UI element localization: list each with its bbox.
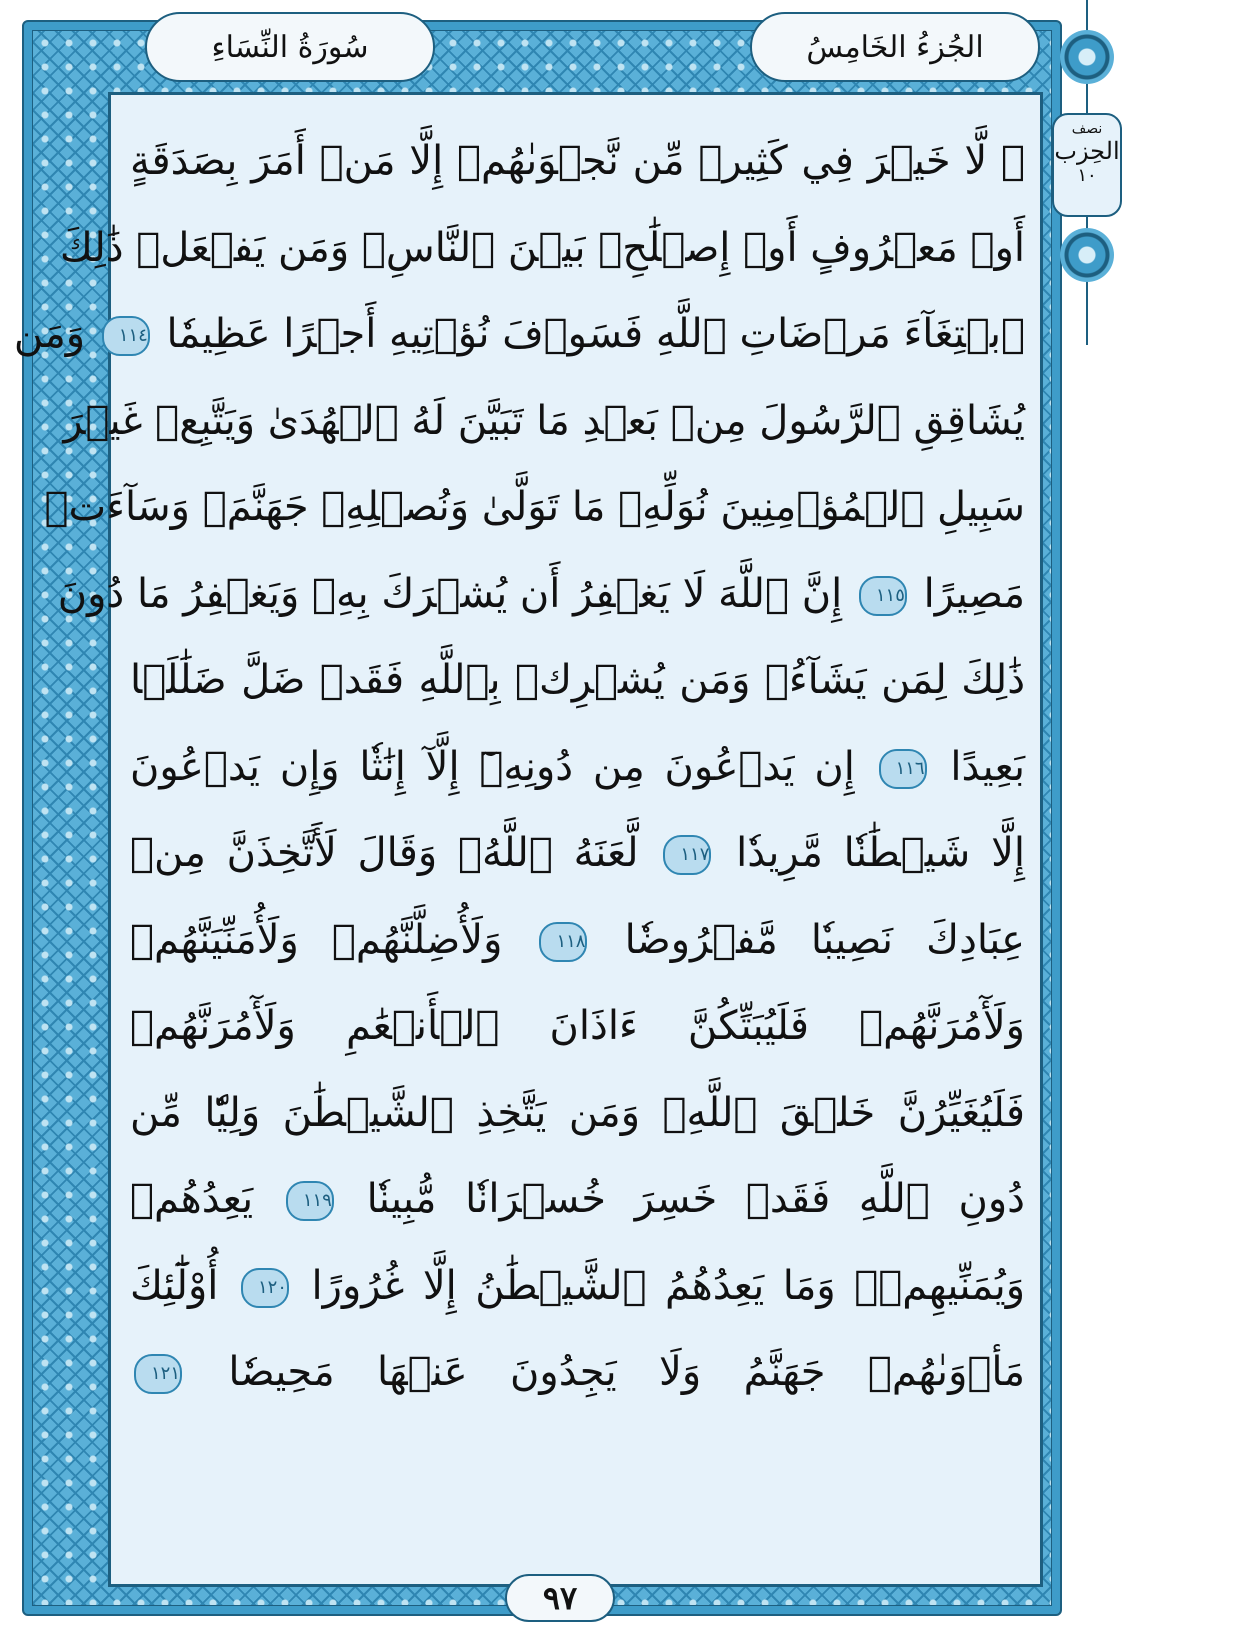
- page-number-box: [505, 1574, 615, 1622]
- hizb-number: ١٠: [1077, 165, 1097, 186]
- surah-name: سُورَةُ النِّسَاءِ: [211, 29, 369, 65]
- verse-line: [130, 1329, 1025, 1416]
- hizb-marker: [1048, 0, 1126, 345]
- verse-line: [130, 1243, 1025, 1330]
- verse-text: وَيُمَنِّيهِمۡۖ وَمَا يَعِدُهُمُ ٱلشَّيۡطَٰنُ إِلَّا غُرُورًا: [311, 1262, 1026, 1309]
- verse-line: [130, 983, 1025, 1070]
- verse-text: إِن يَدۡعُونَ مِن دُونِهِۦٓ إِلَّآ إِنَٰثٗا وَإِن يَدۡعُونَ: [130, 743, 855, 790]
- ayah-number-icon: ١١٨: [539, 922, 587, 962]
- page-number: ٩٧: [542, 1579, 578, 1617]
- marker-top-ornament-icon: [1060, 30, 1114, 84]
- juz-name: الجُزءُ الخَامِسُ: [806, 29, 984, 65]
- verse-text: إِنَّ ٱللَّهَ لَا يَغۡفِرُ أَن يُشۡرَكَ بِهِۦ وَيَغۡفِرُ مَا دُونَ: [57, 570, 843, 617]
- verse-text: وَمَن: [13, 311, 86, 357]
- verse-text: ۞ لَّا خَيۡرَ فِي كَثِيرٖ مِّن نَّجۡوَىٰهُمۡ إِلَّا مَنۡ أَمَرَ بِصَدَقَةٍ: [130, 138, 1025, 184]
- ayah-number-icon: ١١٩: [286, 1181, 334, 1221]
- verse-line: [44, 464, 1025, 551]
- juz-name-header: [750, 12, 1040, 82]
- verse-line: [13, 291, 1025, 378]
- verse-text: أُوْلَٰٓئِكَ: [130, 1262, 219, 1309]
- verse-line: [130, 118, 1025, 205]
- ayah-number-icon: ١١٧: [663, 835, 711, 875]
- verse-text: لَّعَنَهُ ٱللَّهُۘ وَقَالَ لَأَتَّخِذَنَّ مِنۡ: [130, 830, 639, 876]
- verse-text: ٱبۡتِغَآءَ مَرۡضَاتِ ٱللَّهِ فَسَوۡفَ نُؤۡتِيهِ أَجۡرًا عَظِيمٗا: [166, 311, 1025, 357]
- verse-text: أَوۡ مَعۡرُوفٍ أَوۡ إِصۡلَٰحِۭ بَيۡنَ ٱلنَّاسِۚ وَمَن يَفۡعَلۡ ذَٰلِكَ: [59, 224, 1025, 271]
- ayah-number-icon: ١٢١: [134, 1354, 182, 1394]
- verse-text: يُشَاقِقِ ٱلرَّسُولَ مِنۢ بَعۡدِ مَا تَبَيَّنَ لَهُ ٱلۡهُدَىٰ وَيَتَّبِعۡ غَيۡرَ: [63, 397, 1025, 444]
- verse-line: [130, 724, 1025, 811]
- verse-text: مَأۡوَىٰهُمۡ جَهَنَّمُ وَلَا يَجِدُونَ عَنۡهَا مَحِيصٗا: [228, 1349, 1025, 1395]
- verse-text: يَعِدُهُمۡ: [130, 1176, 254, 1222]
- verse-line: [57, 551, 1025, 638]
- verse-text: فَلَيُغَيِّرُنَّ خَلۡقَ ٱللَّهِۚ وَمَن يَتَّخِذِ ٱلشَّيۡطَٰنَ وَلِيّٗا مِّن: [130, 1089, 1025, 1136]
- verse-line: [130, 1156, 1025, 1243]
- hizb-marker-card: [1052, 113, 1122, 217]
- verse-text: ذَٰلِكَ لِمَن يَشَآءُۚ وَمَن يُشۡرِكۡ بِٱللَّهِ فَقَدۡ ضَلَّ ضَلَٰلَۢا: [130, 657, 1025, 703]
- marker-bottom-ornament-icon: [1060, 228, 1114, 282]
- verse-text: دُونِ ٱللَّهِ فَقَدۡ خَسِرَ خُسۡرَانٗا مُّبِينٗا: [366, 1176, 1025, 1222]
- verse-text: إِلَّا شَيۡطَٰنٗا مَّرِيدٗا: [736, 830, 1025, 876]
- verse-line: [59, 205, 1025, 292]
- ayah-number-icon: ١١٥: [859, 576, 907, 616]
- hizb-fraction: نصف: [1071, 121, 1103, 137]
- quran-text-block: [13, 118, 1026, 1416]
- verse-line: [130, 637, 1025, 724]
- ayah-number-icon: ١١٤: [102, 316, 150, 356]
- verse-text: سَبِيلِ ٱلۡمُؤۡمِنِينَ نُوَلِّهِۦ مَا تَوَلَّىٰ وَنُصۡلِهِۦ جَهَنَّمَۖ وَسَآءَتۡ: [44, 484, 1025, 530]
- verse-text: مَصِيرًا: [923, 570, 1025, 617]
- surah-name-header: [145, 12, 435, 82]
- verse-text: وَلَأُضِلَّنَّهُمۡ وَلَأُمَنِّيَنَّهُمۡ: [130, 916, 503, 963]
- verse-line: [130, 1070, 1025, 1157]
- ayah-number-icon: ١٢٠: [241, 1268, 289, 1308]
- verse-text: بَعِيدًا: [950, 743, 1025, 790]
- verse-line: [130, 810, 1025, 897]
- verse-text: وَلَأٓمُرَنَّهُمۡ فَلَيُبَتِّكُنَّ ءَاذَانَ ٱلۡأَنۡعَٰمِ وَلَأٓمُرَنَّهُمۡ: [130, 1003, 1025, 1049]
- ayah-number-icon: ١١٦: [879, 749, 927, 789]
- verse-text: عِبَادِكَ نَصِيبٗا مَّفۡرُوضٗا: [624, 916, 1026, 963]
- verse-line: [130, 897, 1025, 984]
- verse-line: [63, 378, 1025, 465]
- hizb-label: الحِزب: [1054, 137, 1120, 165]
